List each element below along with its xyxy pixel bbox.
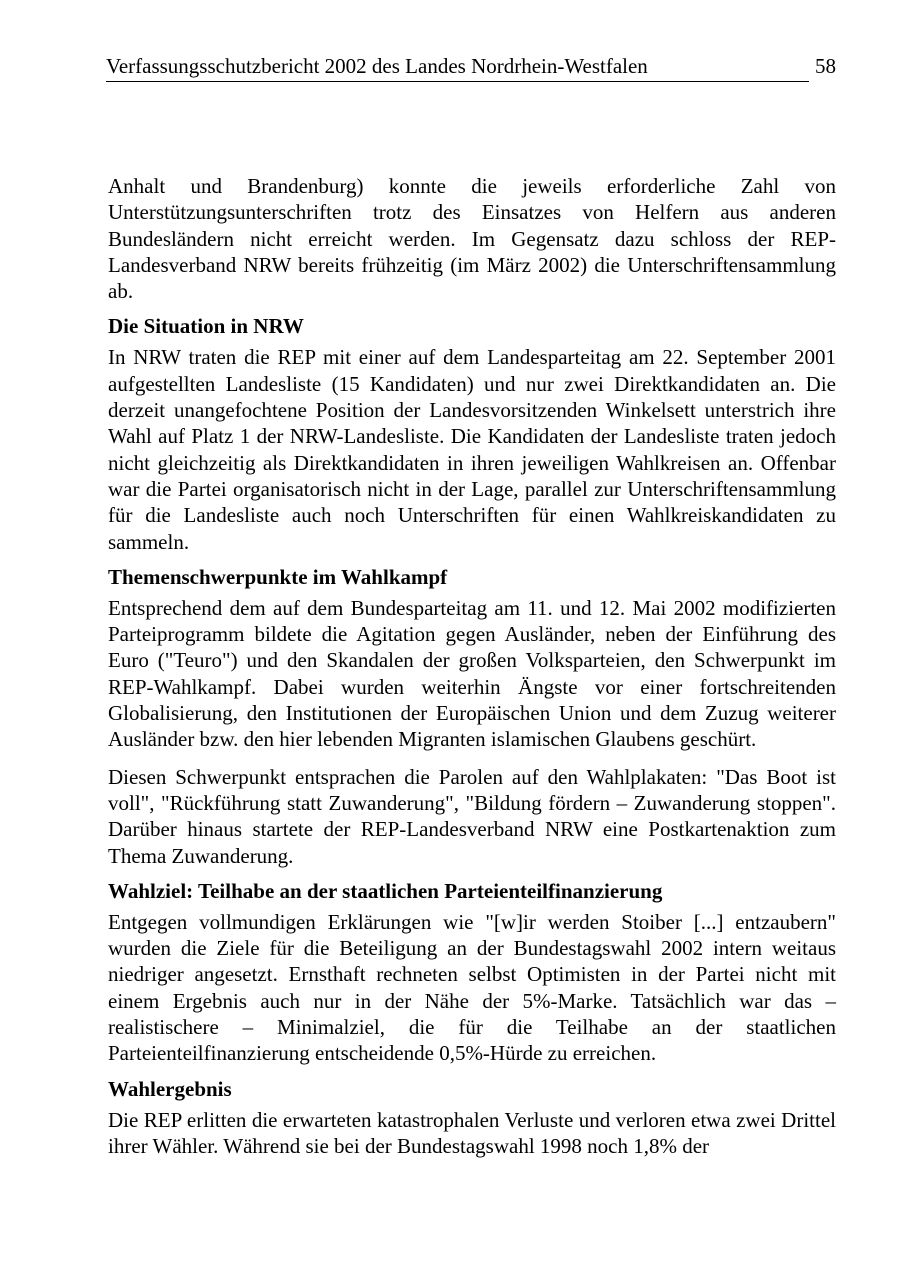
heading-goal: Wahlziel: Teilhabe an der staatlichen Parteienteilfinanzierung (108, 878, 663, 903)
page-body (108, 173, 836, 1159)
goal-paragraph: Entgegen vollmundigen Erklärungen wie "[w]ir werden Stoiber [...] entzaubern" wurden die Ziele für die Beteiligung an der Bundestagswahl 2002 intern weitaus niedriger angesetzt. Ernsthaft rechneten selbst Optimisten in der Partei nicht mit einem Ergebnis auch nur in der Nähe der 5%-Marke. Tatsächlich war das – realistischere – Minimalziel, die für die Teilhabe an der staatlichen Parteienteilfinanzierung entscheidende 0,5%-Hürde zu erreichen. (108, 909, 836, 1066)
header-rule (106, 81, 809, 82)
themes-paragraph-2: Diesen Schwerpunkt entsprachen die Parolen auf den Wahlplakaten: "Das Boot ist voll", "Rückführung statt Zuwanderung", "Bildung fördern – Zuwanderung stoppen". Darüber hinaus startete der REP-Landesverband NRW eine Postkartenaktion zum Thema Zuwanderung. (108, 764, 836, 868)
themes-paragraph-1: Entsprechend dem auf dem Bundesparteitag am 11. und 12. Mai 2002 modifizierten Parteiprogramm bildete die Agitation gegen Ausländer, neben der Einführung des Euro ("Teuro") und den Skandalen der großen Volksparteien, den Schwerpunkt im REP-Wahlkampf. Dabei wurden weiterhin Ängste vor einer fortschreitenden Globalisierung, den Institutionen der Europäischen Union und dem Zuzug weiterer Ausländer bzw. den hier lebenden Migranten islamischen Glaubens geschürt. (108, 595, 836, 752)
page-header (106, 52, 836, 84)
heading-situation: Die Situation in NRW (108, 314, 304, 339)
situation-paragraph: In NRW traten die REP mit einer auf dem Landesparteitag am 22. September 2001 aufgestellten Landesliste (15 Kandidaten) und nur zwei Direktkandidaten an. Die derzeit unangefochtene Position der Landesvorsitzenden Winkelsett unterstrich ihre Wahl auf Platz 1 der NRW-Landesliste. Die Kandidaten der Landesliste traten jedoch nicht gleichzeitig als Direktkandidaten in ihren jeweiligen Wahlkreisen an. Offenbar war die Partei organisatorisch nicht in der Lage, parallel zur Unterschriftensammlung für die Landesliste auch noch Unterschriften für einen Wahlkreiskandidaten zu sammeln. (108, 345, 836, 554)
heading-themes: Themenschwerpunkte im Wahlkampf (108, 564, 448, 589)
heading-result: Wahlergebnis (108, 1076, 232, 1101)
result-paragraph: Die REP erlitten die erwarteten katastrophalen Verluste und verloren etwa zwei Drittel ihrer Wähler. Während sie bei der Bundestagswahl 1998 noch 1,8% der (108, 1107, 836, 1158)
running-header-title: Verfassungsschutzbericht 2002 des Landes Nordrhein-Westfalen (106, 54, 648, 78)
intro-paragraph: Anhalt und Brandenburg) konnte die jeweils erforderliche Zahl von Unterstützungsunterschriften trotz des Einsatzes von Helfern aus anderen Bundesländern nicht erreicht werden. Im Gegensatz dazu schloss der REP-Landesverband NRW bereits frühzeitig (im März 2002) die Unterschriftensammlung ab. (108, 174, 836, 304)
page-number: 58 (815, 54, 836, 78)
